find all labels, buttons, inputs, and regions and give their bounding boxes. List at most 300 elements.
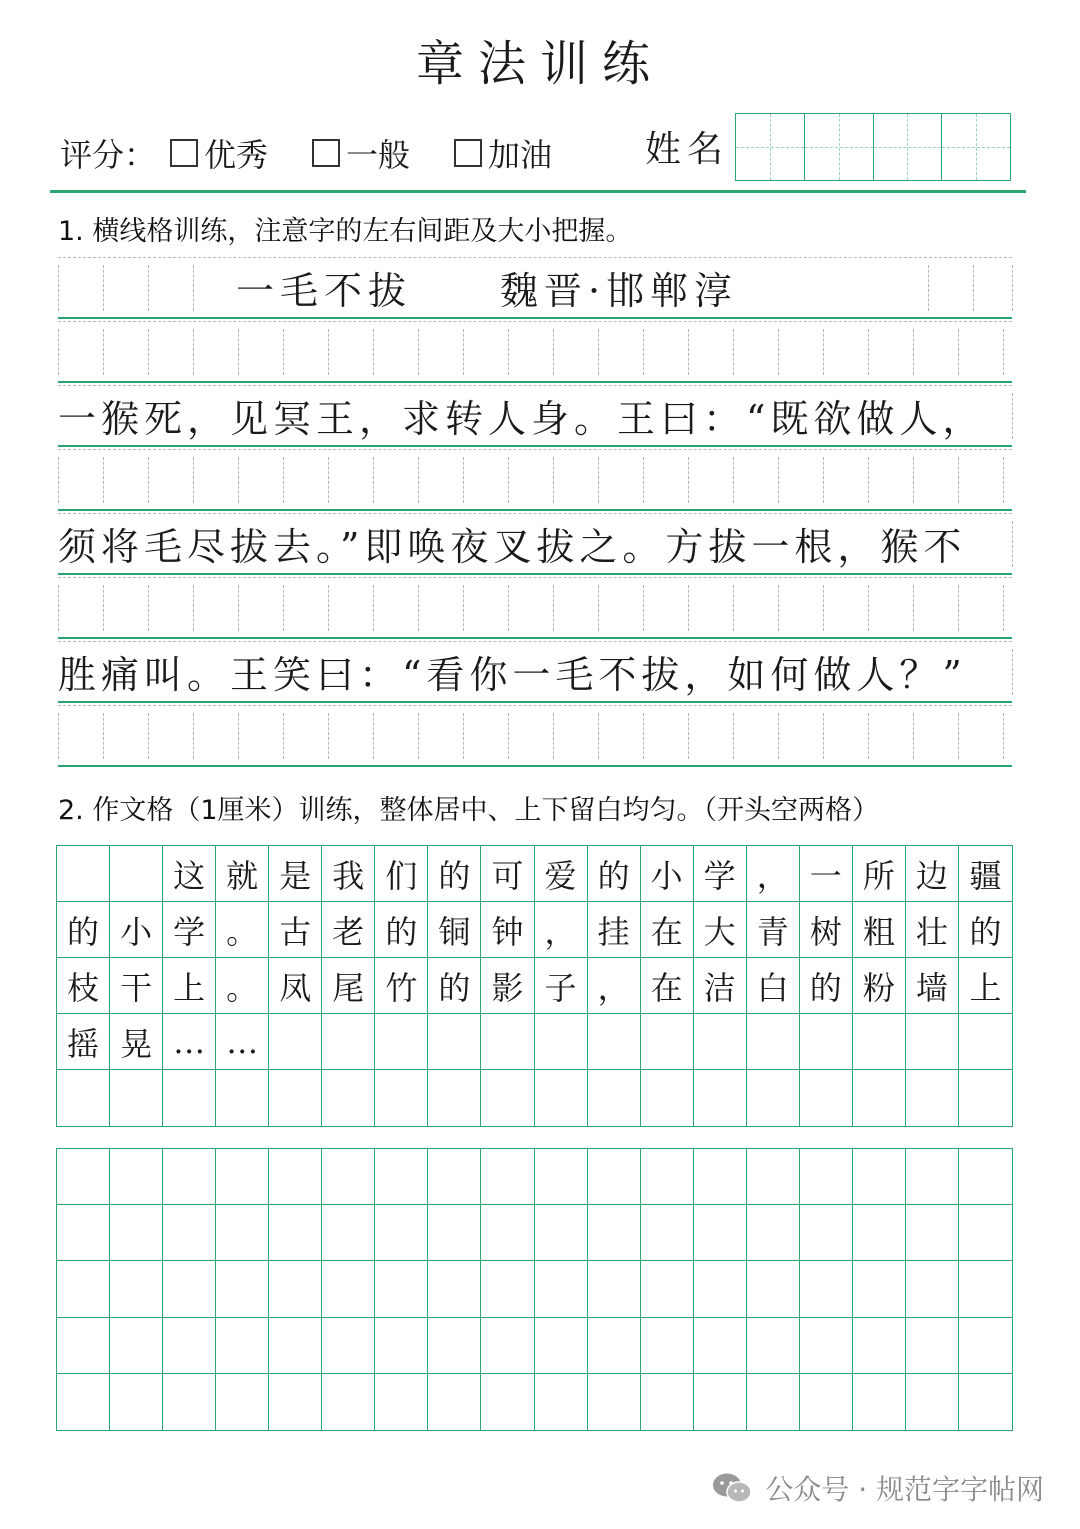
grid-cell[interactable] bbox=[57, 1261, 110, 1317]
grid-cell[interactable] bbox=[906, 1149, 959, 1205]
grid-cell[interactable]: 的 bbox=[428, 958, 481, 1014]
grid-cell[interactable] bbox=[57, 1205, 110, 1261]
rating-label: 评分： bbox=[60, 136, 157, 174]
grid-cell[interactable] bbox=[641, 1070, 694, 1126]
grid-cell[interactable]: 干 bbox=[110, 958, 163, 1014]
grid-cell[interactable] bbox=[747, 1374, 800, 1430]
guide-tick bbox=[928, 265, 929, 311]
grid-cell[interactable] bbox=[535, 1014, 588, 1070]
guide-tick bbox=[778, 329, 779, 375]
grid-cell[interactable] bbox=[588, 1374, 641, 1430]
grid-cell[interactable] bbox=[428, 1070, 481, 1126]
guide-tick bbox=[238, 457, 239, 503]
dashed-rule bbox=[58, 641, 1012, 642]
grid-cell[interactable]: ， bbox=[535, 902, 588, 958]
guide-tick bbox=[913, 329, 914, 375]
grid-cell[interactable] bbox=[110, 1149, 163, 1205]
grid-cell[interactable]: 古 bbox=[269, 902, 322, 958]
rating-option-keep-going[interactable] bbox=[454, 130, 552, 176]
guide-tick bbox=[973, 265, 974, 311]
poem-title-line-text: 一毛不拔 魏晋·邯郸淳 bbox=[236, 269, 739, 313]
guide-tick bbox=[598, 329, 599, 375]
grid-cell[interactable] bbox=[322, 1014, 375, 1070]
grid-cell[interactable] bbox=[428, 1014, 481, 1070]
grid-cell[interactable] bbox=[269, 1318, 322, 1374]
grid-cell[interactable] bbox=[800, 1261, 853, 1317]
guide-tick bbox=[58, 713, 59, 759]
grid-cell[interactable] bbox=[481, 1149, 534, 1205]
grid-cell[interactable]: ， bbox=[588, 958, 641, 1014]
grid-cell[interactable]: 铜 bbox=[428, 902, 481, 958]
grid-cell[interactable] bbox=[906, 1070, 959, 1126]
grid-cell[interactable] bbox=[535, 1070, 588, 1126]
grid-cell[interactable] bbox=[428, 1374, 481, 1430]
guide-tick bbox=[1003, 329, 1004, 375]
grid-cell[interactable] bbox=[906, 1318, 959, 1374]
grid-cell[interactable]: 的 bbox=[375, 902, 428, 958]
guide-tick bbox=[868, 329, 869, 375]
guide-tick bbox=[688, 585, 689, 631]
rating-option-excellent[interactable] bbox=[170, 130, 268, 176]
grid-cell[interactable] bbox=[800, 1318, 853, 1374]
grid-cell[interactable]: 墙 bbox=[906, 958, 959, 1014]
grid-cell[interactable]: 的 bbox=[588, 846, 641, 902]
grid-cell[interactable]: 枝 bbox=[57, 958, 110, 1014]
grid-cell[interactable] bbox=[110, 846, 163, 902]
solid-rule bbox=[58, 317, 1012, 319]
guide-tick bbox=[913, 585, 914, 631]
grid-cell[interactable]: 大 bbox=[694, 902, 747, 958]
guide-tick bbox=[238, 585, 239, 631]
grid-cell[interactable] bbox=[588, 1205, 641, 1261]
solid-rule bbox=[58, 509, 1012, 511]
grid-cell[interactable] bbox=[800, 1014, 853, 1070]
grid-cell[interactable]: 竹 bbox=[375, 958, 428, 1014]
grid-cell[interactable]: 尾 bbox=[322, 958, 375, 1014]
blank-line bbox=[58, 321, 1012, 383]
solid-rule bbox=[58, 381, 1012, 383]
guide-tick bbox=[283, 585, 284, 631]
grid-cell[interactable] bbox=[110, 1261, 163, 1317]
grid-cell[interactable] bbox=[269, 1014, 322, 1070]
guide-tick bbox=[148, 329, 149, 375]
guide-tick bbox=[643, 713, 644, 759]
name-cell[interactable] bbox=[736, 114, 805, 180]
grid-cell[interactable] bbox=[216, 1318, 269, 1374]
grid-cell[interactable] bbox=[535, 1205, 588, 1261]
grid-cell[interactable] bbox=[375, 1205, 428, 1261]
grid-cell[interactable] bbox=[959, 1261, 1012, 1317]
grid-cell[interactable]: 一 bbox=[800, 846, 853, 902]
guide-tick bbox=[328, 457, 329, 503]
grid-cell[interactable] bbox=[906, 1374, 959, 1430]
grid-cell[interactable]: 老 bbox=[322, 902, 375, 958]
guide-tick bbox=[958, 585, 959, 631]
grid-cell[interactable] bbox=[747, 1318, 800, 1374]
guide-tick bbox=[823, 585, 824, 631]
grid-cell[interactable] bbox=[163, 1374, 216, 1430]
grid-cell[interactable] bbox=[641, 1014, 694, 1070]
dashed-rule bbox=[58, 513, 1012, 514]
guide-tick bbox=[328, 329, 329, 375]
grid-cell[interactable] bbox=[163, 1205, 216, 1261]
grid-cell[interactable] bbox=[481, 1070, 534, 1126]
guide-tick bbox=[598, 713, 599, 759]
grid-cell[interactable] bbox=[322, 1318, 375, 1374]
grid-cell[interactable] bbox=[959, 1318, 1012, 1374]
guide-tick bbox=[958, 457, 959, 503]
grid-cell[interactable] bbox=[853, 1070, 906, 1126]
grid-cell[interactable] bbox=[800, 1149, 853, 1205]
grid-cell[interactable]: 疆 bbox=[959, 846, 1012, 902]
grid-cell[interactable] bbox=[57, 846, 110, 902]
grid-cell[interactable] bbox=[747, 1014, 800, 1070]
guide-tick bbox=[778, 713, 779, 759]
name-cell[interactable] bbox=[874, 114, 943, 180]
guide-tick bbox=[103, 713, 104, 759]
grid-cell[interactable]: 粉 bbox=[853, 958, 906, 1014]
grid-cell[interactable]: 挂 bbox=[588, 902, 641, 958]
guide-tick bbox=[193, 585, 194, 631]
guide-tick bbox=[463, 329, 464, 375]
grid-cell[interactable] bbox=[853, 1205, 906, 1261]
grid-cell[interactable]: 壮 bbox=[906, 902, 959, 958]
grid-cell[interactable] bbox=[800, 1205, 853, 1261]
grid-cell[interactable] bbox=[163, 1261, 216, 1317]
grid-cell[interactable]: 在 bbox=[641, 902, 694, 958]
guide-tick bbox=[868, 457, 869, 503]
wechat-icon bbox=[711, 1471, 753, 1505]
grid-cell[interactable] bbox=[269, 1205, 322, 1261]
grid-cell[interactable] bbox=[641, 1261, 694, 1317]
grid-cell[interactable] bbox=[959, 1205, 1012, 1261]
section1-heading: 1. 横线格训练，注意字的左右间距及大小把握。 bbox=[58, 216, 633, 247]
solid-rule bbox=[58, 445, 1012, 447]
grid-cell[interactable] bbox=[694, 1070, 747, 1126]
grid-cell[interactable] bbox=[375, 1014, 428, 1070]
grid-cell[interactable]: 所 bbox=[853, 846, 906, 902]
grid-cell[interactable] bbox=[163, 1318, 216, 1374]
guide-tick bbox=[103, 585, 104, 631]
guide-tick bbox=[958, 329, 959, 375]
guide-tick bbox=[328, 713, 329, 759]
guide-tick bbox=[58, 457, 59, 503]
grid-cell[interactable] bbox=[110, 1374, 163, 1430]
grid-cell[interactable] bbox=[853, 1014, 906, 1070]
grid-cell[interactable]: 的 bbox=[57, 902, 110, 958]
grid-cell[interactable] bbox=[57, 1374, 110, 1430]
grid-cell[interactable] bbox=[481, 1318, 534, 1374]
dashed-rule bbox=[58, 705, 1012, 706]
guide-tick bbox=[868, 585, 869, 631]
grid-cell[interactable] bbox=[375, 1149, 428, 1205]
rating-option-label: 加油 bbox=[488, 136, 553, 174]
guide-tick bbox=[778, 585, 779, 631]
grid-cell[interactable] bbox=[216, 1261, 269, 1317]
grid-cell[interactable] bbox=[641, 1149, 694, 1205]
poem-title-line bbox=[58, 257, 1012, 319]
grid-cell[interactable] bbox=[428, 1318, 481, 1374]
grid-cell[interactable] bbox=[747, 1070, 800, 1126]
grid-cell[interactable]: 学 bbox=[694, 846, 747, 902]
grid-cell[interactable] bbox=[216, 1374, 269, 1430]
guide-tick bbox=[373, 457, 374, 503]
grid-cell[interactable] bbox=[694, 1014, 747, 1070]
grid-cell[interactable]: 可 bbox=[481, 846, 534, 902]
grid-cell[interactable] bbox=[641, 1205, 694, 1261]
rating-row bbox=[60, 128, 596, 178]
grid-cell[interactable] bbox=[269, 1261, 322, 1317]
guide-tick bbox=[148, 457, 149, 503]
grid-cell[interactable]: 。 bbox=[216, 902, 269, 958]
checkbox-keep-going[interactable] bbox=[454, 139, 482, 167]
guide-tick bbox=[913, 713, 914, 759]
grid-cell[interactable] bbox=[481, 1374, 534, 1430]
grid-cell[interactable]: 洁 bbox=[694, 958, 747, 1014]
grid-cell[interactable] bbox=[110, 1205, 163, 1261]
guide-tick bbox=[823, 329, 824, 375]
guide-tick bbox=[1012, 265, 1013, 311]
grid-cell[interactable] bbox=[110, 1318, 163, 1374]
grid-cell[interactable]: 树 bbox=[800, 902, 853, 958]
grid-cell[interactable] bbox=[853, 1149, 906, 1205]
guide-tick bbox=[733, 585, 734, 631]
grid-cell[interactable] bbox=[853, 1261, 906, 1317]
guide-tick bbox=[778, 457, 779, 503]
grid-cell[interactable] bbox=[481, 1014, 534, 1070]
grid-cell[interactable]: 摇 bbox=[57, 1014, 110, 1070]
grid-cell[interactable] bbox=[588, 1261, 641, 1317]
guide-tick bbox=[508, 713, 509, 759]
guide-tick bbox=[148, 585, 149, 631]
grid-cell[interactable] bbox=[800, 1070, 853, 1126]
guide-tick bbox=[598, 457, 599, 503]
guide-tick bbox=[598, 585, 599, 631]
grid-cell[interactable] bbox=[694, 1261, 747, 1317]
header-divider bbox=[50, 190, 1026, 193]
solid-rule bbox=[58, 573, 1012, 575]
guide-tick bbox=[328, 585, 329, 631]
guide-tick bbox=[373, 585, 374, 631]
grid-cell[interactable]: 子 bbox=[535, 958, 588, 1014]
grid-cell[interactable] bbox=[57, 1149, 110, 1205]
grid-cell[interactable] bbox=[853, 1318, 906, 1374]
grid-cell[interactable]: 就 bbox=[216, 846, 269, 902]
dashed-rule bbox=[58, 449, 1012, 450]
grid-cell[interactable]: 影 bbox=[481, 958, 534, 1014]
guide-tick bbox=[733, 713, 734, 759]
text-line bbox=[58, 641, 1012, 703]
guide-tick bbox=[283, 457, 284, 503]
grid-cell[interactable] bbox=[694, 1149, 747, 1205]
guide-tick bbox=[508, 585, 509, 631]
grid-cell[interactable] bbox=[322, 1261, 375, 1317]
guide-tick bbox=[823, 713, 824, 759]
grid-cell[interactable] bbox=[535, 1261, 588, 1317]
grid-cell[interactable] bbox=[853, 1374, 906, 1430]
grid-cell[interactable] bbox=[481, 1261, 534, 1317]
guide-tick bbox=[148, 265, 149, 311]
guide-tick bbox=[688, 713, 689, 759]
section2-heading: 2. 作文格（1厘米）训练，整体居中、上下留白均匀。（开头空两格） bbox=[58, 795, 880, 826]
grid-cell[interactable] bbox=[906, 1261, 959, 1317]
grid-cell[interactable]: 是 bbox=[269, 846, 322, 902]
grid-cell[interactable] bbox=[694, 1374, 747, 1430]
rating-option-average[interactable] bbox=[312, 130, 410, 176]
grid-cell[interactable] bbox=[694, 1318, 747, 1374]
grid-cell[interactable] bbox=[375, 1261, 428, 1317]
guide-tick bbox=[283, 713, 284, 759]
grid-cell[interactable]: 边 bbox=[906, 846, 959, 902]
grid-cell[interactable] bbox=[535, 1318, 588, 1374]
grid-cell[interactable] bbox=[959, 1014, 1012, 1070]
grid-cell[interactable] bbox=[959, 1374, 1012, 1430]
grid-cell[interactable]: 的 bbox=[800, 958, 853, 1014]
grid-cell[interactable]: … bbox=[163, 1014, 216, 1070]
grid-cell[interactable] bbox=[588, 1149, 641, 1205]
grid-cell[interactable] bbox=[322, 1374, 375, 1430]
grid-cell[interactable] bbox=[163, 1070, 216, 1126]
name-grid[interactable] bbox=[735, 113, 1011, 181]
guide-tick bbox=[958, 713, 959, 759]
grid-cell[interactable]: 白 bbox=[747, 958, 800, 1014]
grid-cell[interactable] bbox=[322, 1205, 375, 1261]
rating-option-label: 优秀 bbox=[204, 136, 269, 174]
solid-rule bbox=[58, 637, 1012, 639]
grid-cell[interactable]: 晃 bbox=[110, 1014, 163, 1070]
grid-cell[interactable]: 的 bbox=[959, 902, 1012, 958]
grid-cell[interactable] bbox=[481, 1205, 534, 1261]
guide-tick bbox=[238, 713, 239, 759]
grid-cell[interactable] bbox=[322, 1149, 375, 1205]
grid-cell[interactable]: 凤 bbox=[269, 958, 322, 1014]
guide-tick bbox=[193, 713, 194, 759]
grid-cell[interactable]: 钟 bbox=[481, 902, 534, 958]
watermark-text: 公众号 · 规范字字帖网 bbox=[765, 1473, 1044, 1506]
grid-cell[interactable]: 上 bbox=[163, 958, 216, 1014]
grid-cell[interactable] bbox=[959, 1149, 1012, 1205]
grid-cell[interactable]: 这 bbox=[163, 846, 216, 902]
grid-cell[interactable] bbox=[375, 1070, 428, 1126]
grid-cell[interactable]: 青 bbox=[747, 902, 800, 958]
guide-tick bbox=[643, 329, 644, 375]
guide-tick bbox=[148, 713, 149, 759]
grid-cell[interactable] bbox=[906, 1205, 959, 1261]
page-title: 章法训练 bbox=[415, 36, 664, 92]
grid-cell[interactable] bbox=[269, 1070, 322, 1126]
grid-cell[interactable]: 我 bbox=[322, 846, 375, 902]
guide-tick bbox=[103, 265, 104, 311]
checkbox-average[interactable] bbox=[312, 139, 340, 167]
grid-cell[interactable] bbox=[163, 1149, 216, 1205]
grid-cell[interactable] bbox=[535, 1374, 588, 1430]
grid-cell[interactable]: 在 bbox=[641, 958, 694, 1014]
name-label: 姓名 bbox=[645, 129, 730, 170]
text-line-text: 一猴死，见冥王，求转人身。王曰：“既欲做人， bbox=[58, 397, 986, 441]
grid-cell[interactable]: ， bbox=[747, 846, 800, 902]
grid-cell[interactable]: 学 bbox=[163, 902, 216, 958]
grid-cell[interactable]: 们 bbox=[375, 846, 428, 902]
grid-cell[interactable]: 上 bbox=[959, 958, 1012, 1014]
grid-cell[interactable] bbox=[269, 1374, 322, 1430]
grid-cell[interactable] bbox=[375, 1318, 428, 1374]
grid-cell[interactable] bbox=[800, 1374, 853, 1430]
grid-cell[interactable]: 的 bbox=[428, 846, 481, 902]
blank-line bbox=[58, 577, 1012, 639]
guide-tick bbox=[58, 265, 59, 311]
guide-tick bbox=[1003, 585, 1004, 631]
grid-cell[interactable] bbox=[535, 1149, 588, 1205]
guide-tick bbox=[1003, 457, 1004, 503]
guide-tick bbox=[688, 457, 689, 503]
grid-cell[interactable]: 小 bbox=[641, 846, 694, 902]
solid-rule bbox=[58, 765, 1012, 767]
grid-cell[interactable]: 粗 bbox=[853, 902, 906, 958]
blank-essay-grid bbox=[56, 1148, 1013, 1431]
grid-cell[interactable] bbox=[428, 1149, 481, 1205]
guide-tick bbox=[913, 457, 914, 503]
name-cell[interactable] bbox=[942, 114, 1010, 180]
grid-cell[interactable] bbox=[588, 1318, 641, 1374]
grid-cell[interactable] bbox=[694, 1205, 747, 1261]
grid-cell[interactable] bbox=[641, 1374, 694, 1430]
guide-tick bbox=[733, 329, 734, 375]
grid-cell[interactable] bbox=[959, 1070, 1012, 1126]
grid-cell[interactable] bbox=[216, 1149, 269, 1205]
grid-cell[interactable] bbox=[641, 1318, 694, 1374]
grid-cell[interactable] bbox=[747, 1261, 800, 1317]
guide-tick bbox=[418, 713, 419, 759]
guide-tick bbox=[58, 329, 59, 375]
grid-cell[interactable]: 小 bbox=[110, 902, 163, 958]
grid-cell[interactable] bbox=[747, 1149, 800, 1205]
grid-cell[interactable] bbox=[588, 1014, 641, 1070]
guide-tick bbox=[1012, 521, 1013, 567]
grid-cell[interactable] bbox=[428, 1205, 481, 1261]
grid-cell[interactable] bbox=[322, 1070, 375, 1126]
guide-tick bbox=[373, 329, 374, 375]
grid-cell[interactable] bbox=[428, 1261, 481, 1317]
grid-cell[interactable] bbox=[269, 1149, 322, 1205]
grid-cell[interactable] bbox=[906, 1014, 959, 1070]
dashed-rule bbox=[58, 385, 1012, 386]
guide-tick bbox=[418, 457, 419, 503]
watermark bbox=[711, 1468, 1044, 1508]
guide-tick bbox=[193, 457, 194, 503]
grid-cell[interactable] bbox=[375, 1374, 428, 1430]
grid-cell[interactable] bbox=[216, 1070, 269, 1126]
guide-tick bbox=[418, 585, 419, 631]
guide-tick bbox=[688, 329, 689, 375]
grid-cell[interactable] bbox=[110, 1070, 163, 1126]
guide-tick bbox=[553, 713, 554, 759]
grid-cell[interactable] bbox=[57, 1070, 110, 1126]
grid-cell[interactable]: … bbox=[216, 1014, 269, 1070]
blank-line bbox=[58, 705, 1012, 767]
guide-tick bbox=[643, 585, 644, 631]
grid-cell[interactable] bbox=[747, 1205, 800, 1261]
checkbox-excellent[interactable] bbox=[170, 139, 198, 167]
name-cell[interactable] bbox=[805, 114, 874, 180]
guide-tick bbox=[463, 585, 464, 631]
grid-cell[interactable]: 。 bbox=[216, 958, 269, 1014]
guide-tick bbox=[733, 457, 734, 503]
grid-cell[interactable] bbox=[216, 1205, 269, 1261]
grid-cell[interactable] bbox=[588, 1070, 641, 1126]
grid-cell[interactable] bbox=[57, 1318, 110, 1374]
solid-rule bbox=[58, 701, 1012, 703]
grid-cell[interactable]: 爱 bbox=[535, 846, 588, 902]
